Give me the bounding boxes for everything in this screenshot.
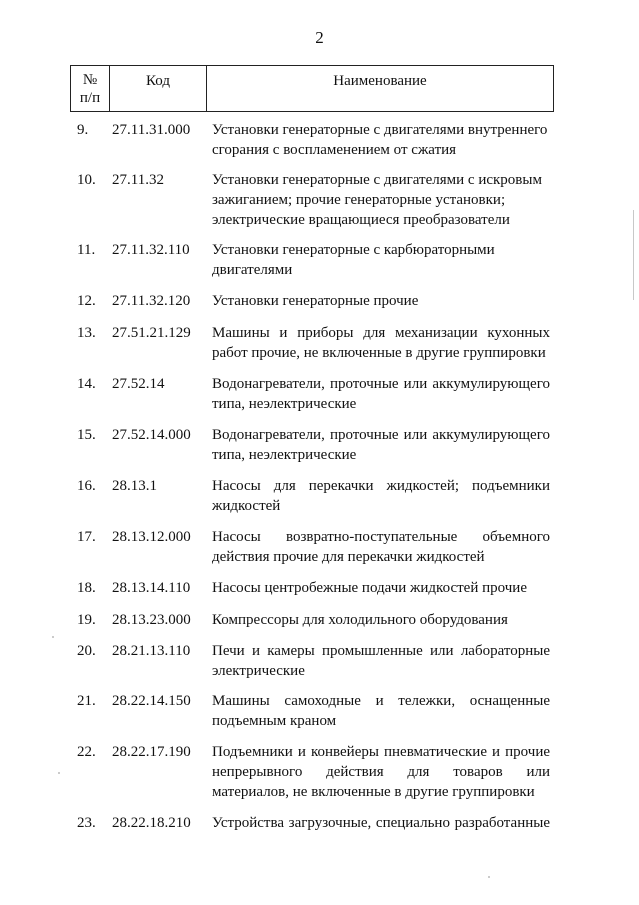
row-name-line: типа, неэлектрические <box>212 447 357 463</box>
header-code-column: Код <box>110 66 207 111</box>
row-name <box>212 120 550 160</box>
row-name <box>212 813 550 833</box>
row-number: 15. <box>77 427 96 443</box>
row-number: 14. <box>77 376 96 392</box>
row-name-line: материалов, не включенные в другие группировки <box>212 784 535 800</box>
row-name <box>212 240 550 280</box>
row-name-line: Насосы центробежные подачи жидкостей прочие <box>212 580 527 596</box>
row-name-line: Водонагреватели, проточные или аккумулирующего <box>212 427 550 443</box>
row-number: 12. <box>77 293 96 309</box>
row-number: 9. <box>77 122 89 138</box>
row-name <box>212 291 550 311</box>
row-number: 10. <box>77 172 96 188</box>
row-number: 23. <box>77 815 96 831</box>
row-name-line: Компрессоры для холодильного оборудования <box>212 612 508 628</box>
header-name-column: Наименование <box>333 73 427 89</box>
scan-speck <box>58 772 60 774</box>
row-name <box>212 170 550 230</box>
row-name <box>212 742 550 802</box>
row-name <box>212 578 550 598</box>
row-name-line: действия прочие для перекачки жидкостей <box>212 549 485 565</box>
row-number: 20. <box>77 643 96 659</box>
row-code: 28.22.14.150 <box>112 693 191 709</box>
row-name-line: Установки генераторные с двигателями внутреннего <box>212 122 548 138</box>
row-name-line: электрические вращающиеся преобразователи <box>212 212 510 228</box>
row-code: 28.22.18.210 <box>112 815 191 831</box>
row-code: 27.52.14.000 <box>112 427 191 443</box>
scan-speck <box>488 876 490 878</box>
row-name-line: типа, неэлектрические <box>212 396 357 412</box>
row-code: 28.13.14.110 <box>112 580 191 596</box>
row-name-line: Установки генераторные с двигателями с искровым <box>212 172 542 188</box>
row-code: 27.11.32.120 <box>112 293 191 309</box>
row-name-line: жидкостей <box>212 498 281 514</box>
header-number-symbol: № <box>82 72 98 88</box>
row-name-line: Машины и приборы для механизации кухонных <box>212 325 550 341</box>
row-code: 28.13.1 <box>112 478 157 494</box>
row-number: 19. <box>77 612 96 628</box>
row-name <box>212 691 550 731</box>
row-code: 27.51.21.129 <box>112 325 191 341</box>
header-number-abbr: п/п <box>79 90 101 106</box>
row-number: 22. <box>77 744 96 760</box>
page-number: 2 <box>315 28 324 47</box>
row-name-line: Насосы возвратно-поступательные объемного <box>212 529 550 545</box>
row-name-line: Печи и камеры промышленные или лабораторные <box>212 643 550 659</box>
row-number: 11. <box>77 242 96 258</box>
row-code: 28.22.17.190 <box>112 744 191 760</box>
row-name-line: зажиганием; прочие генераторные установки; <box>212 192 506 208</box>
row-name <box>212 476 550 516</box>
row-number: 18. <box>77 580 96 596</box>
row-code: 28.21.13.110 <box>112 643 191 659</box>
row-code: 27.11.31.000 <box>112 122 191 138</box>
row-name-line: двигателями <box>212 262 293 278</box>
row-name-line: сгорания с воспламенением от сжатия <box>212 142 457 158</box>
row-code: 27.11.32 <box>112 172 164 188</box>
row-code: 27.11.32.110 <box>112 242 190 258</box>
row-name-line: Подъемники и конвейеры пневматические и прочие <box>212 744 550 760</box>
row-name-line: электрические <box>212 663 305 679</box>
row-number: 17. <box>77 529 96 545</box>
row-code: 27.52.14 <box>112 376 165 392</box>
row-name-line: Установки генераторные прочие <box>212 293 419 309</box>
scan-edge-line <box>633 210 634 300</box>
row-number: 21. <box>77 693 96 709</box>
row-name <box>212 374 550 414</box>
scan-speck <box>52 636 54 638</box>
row-name <box>212 323 550 363</box>
row-name <box>212 641 550 681</box>
row-name-line: Машины самоходные и тележки, оснащенные <box>212 693 550 709</box>
row-name-line: Установки генераторные с карбюраторными <box>212 242 495 258</box>
row-code: 28.13.23.000 <box>112 612 191 628</box>
row-name-line: Водонагреватели, проточные или аккумулирующего <box>212 376 550 392</box>
row-name <box>212 527 550 567</box>
row-name <box>212 610 550 630</box>
row-name-line: работ прочие, не включенные в другие группировки <box>212 345 546 361</box>
row-name-line: Устройства загрузочные, специально разработанные <box>212 815 550 831</box>
row-name-line: Насосы для перекачки жидкостей; подъемники <box>212 478 550 494</box>
row-name-line: непрерывного действия для товаров или <box>212 764 550 780</box>
row-number: 13. <box>77 325 96 341</box>
row-number: 16. <box>77 478 96 494</box>
row-name <box>212 425 550 465</box>
row-code: 28.13.12.000 <box>112 529 191 545</box>
row-name-line: подъемным краном <box>212 713 337 729</box>
